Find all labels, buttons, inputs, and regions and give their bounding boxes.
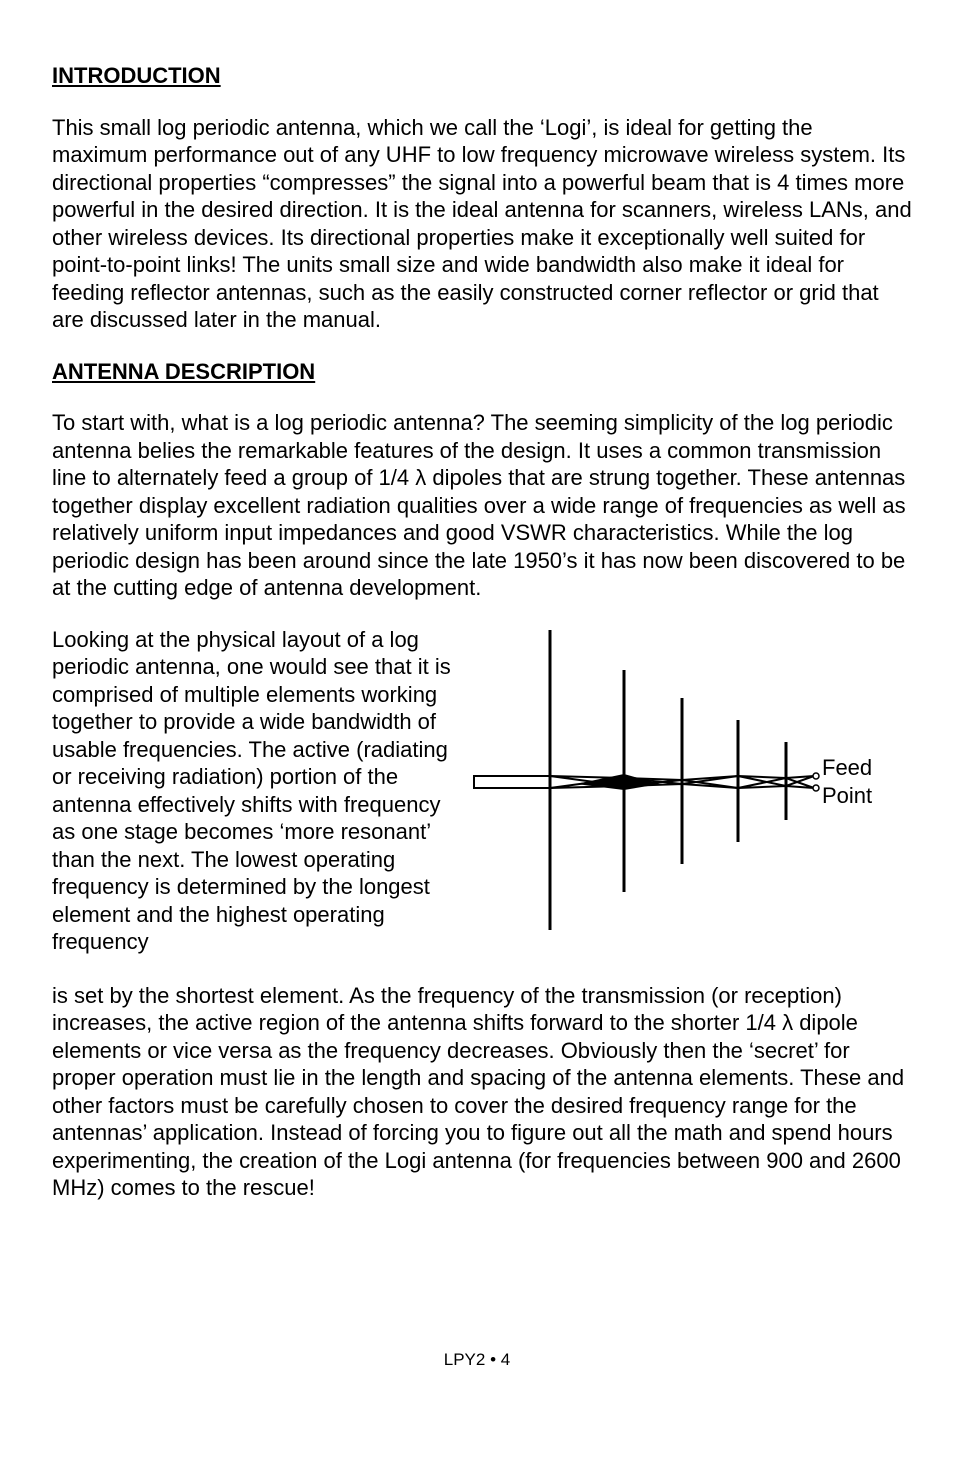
antenna-description-paragraph: To start with, what is a log periodic antenna? The seeming simplicity of the log periodic antenna belies the remarkable features of the design. It uses a common transmission line to alternately feed a group of 1/4 λ dipoles that are strung together. These antennas together display excellent radiation qualities over a wide range of frequencies as well as relatively uniform input impedances and good VSWR characteristics. While the log periodic design has been around since the late 1950’s it has now been discovered to be at the cutting edge of antenna development. bbox=[52, 410, 906, 600]
page-content bbox=[52, 62, 912, 1202]
continued-paragraph: is set by the shortest element. As the frequency of the transmission (or reception) increases, the active region of the antenna shifts forward to the shorter 1/4 λ dipole elements or vice versa as the frequency decreases. Obviously then the ‘secret’ for proper operation must lie in the length and spacing of the antenna elements. These and other factors must be carefully chosen to cover the desired frequency range for the antennas’ application. Instead of forcing you to figure out all the math and spend hours experimenting, the creation of the Logi antenna (for frequencies between 900 and 2600 MHz) comes to the rescue! bbox=[52, 982, 905, 1200]
feed-point-label-line2: Point bbox=[822, 782, 873, 808]
layout-paragraph: Looking at the physical layout of a log periodic antenna, one would see that it is comprised of multiple elements working together to provide a wide bandwidth of usable frequencies. The active (radiating or receiving radiation) portion of the antenna effectively shifts with frequency as one stage becomes ‘more resonant’ than the next. The lowest operating frequency is determined by the longest element and the highest operating frequency bbox=[52, 626, 451, 954]
boom bbox=[474, 776, 550, 788]
feed-point-label-line1: Feed bbox=[822, 754, 873, 780]
antenna-description-heading: ANTENNA DESCRIPTION bbox=[52, 358, 316, 384]
introduction-paragraph: This small log periodic antenna, which we call the ‘Logi’, is ideal for getting the maximum performance out of any UHF to low frequency microwave wireless system. Its directional properties “compresses” the signal into a powerful beam that is 4 times more powerful in the desired direction. It is the ideal antenna for scanners, wireless LANs, and other wireless devices. Its directional properties make it exceptionally well suited for point-to-point links! The units small size and wide bandwidth also make it ideal for feeding reflector antennas, such as the easily constructed corner reflector or grid that are discussed later in the manual. bbox=[52, 114, 912, 332]
introduction-heading: INTRODUCTION bbox=[52, 63, 221, 88]
log-periodic-antenna-diagram bbox=[470, 628, 900, 948]
page-footer bbox=[0, 1350, 954, 1370]
feed-terminal-top bbox=[813, 773, 819, 779]
page-number: LPY2 • 4 bbox=[443, 1350, 511, 1369]
feed-terminal-bottom bbox=[813, 785, 819, 791]
layout-section bbox=[52, 626, 912, 982]
